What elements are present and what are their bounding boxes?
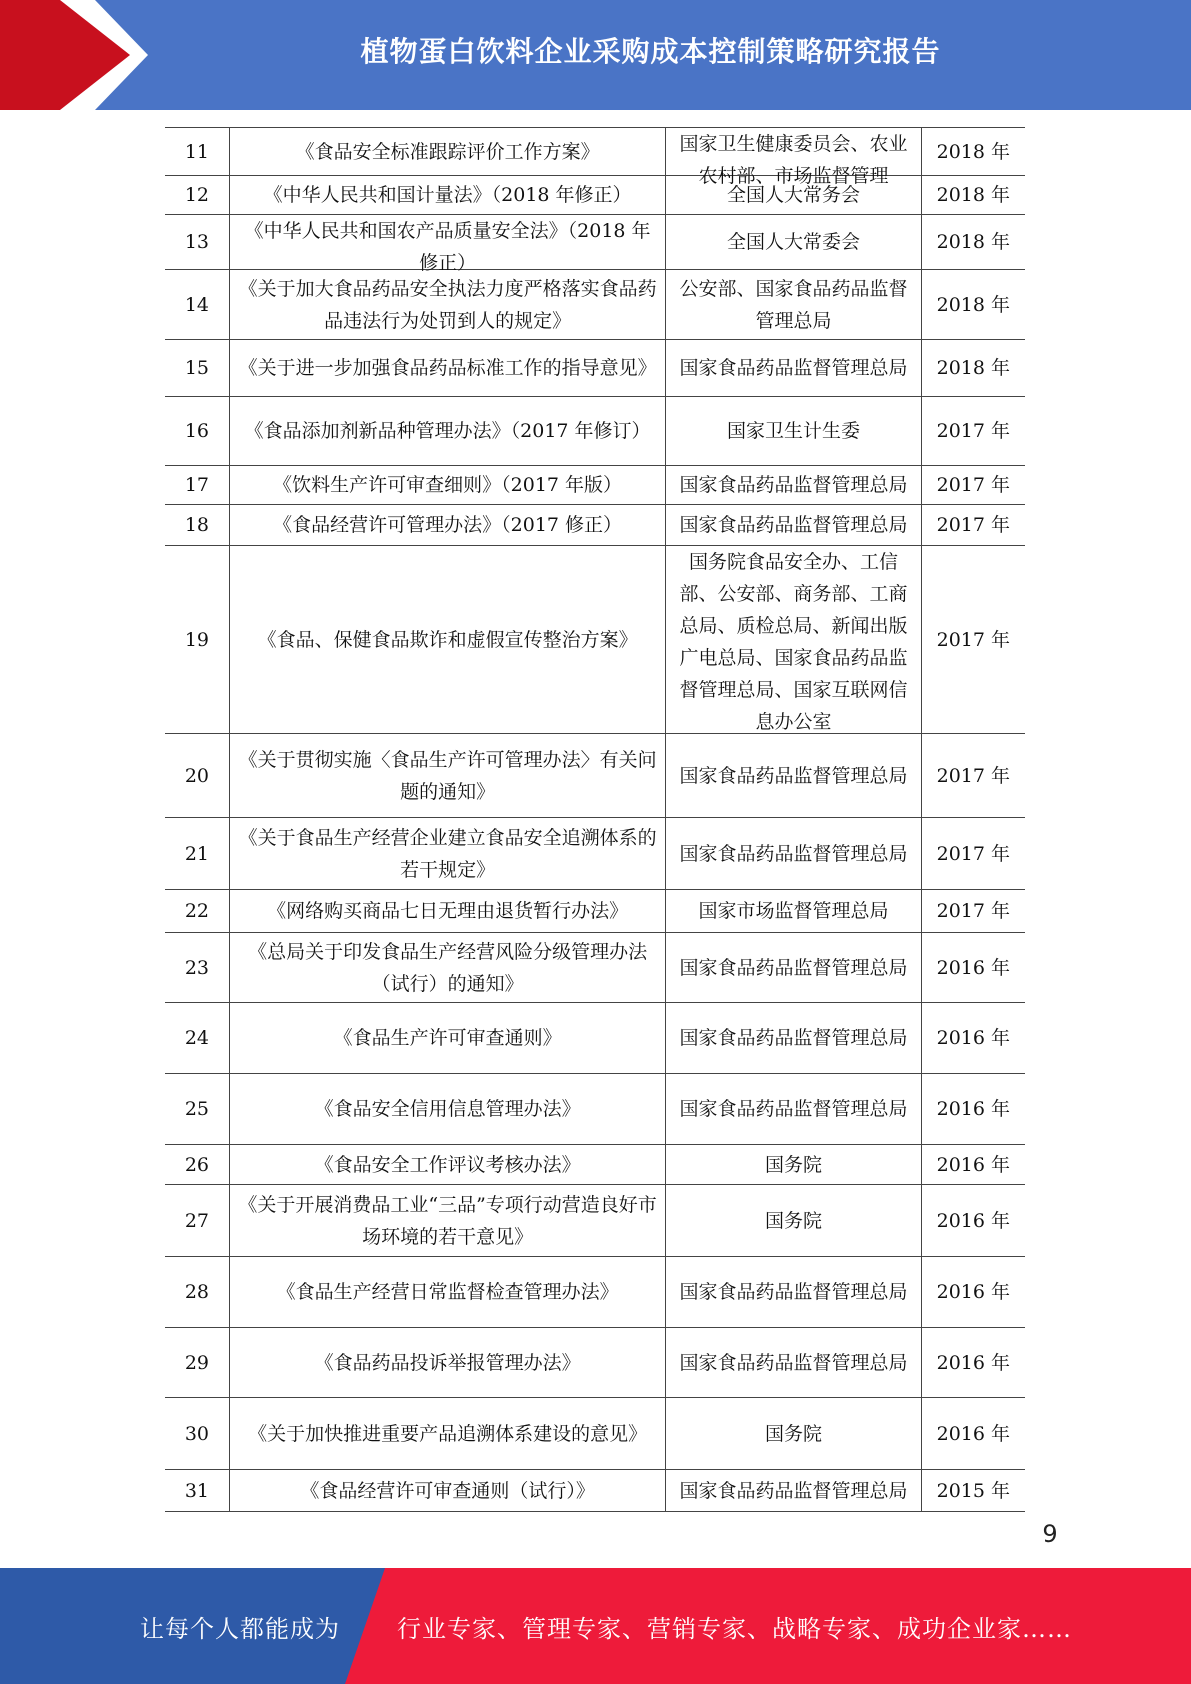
table-row <box>165 818 1025 890</box>
row-number-cell <box>165 1257 229 1328</box>
policy-name-cell <box>229 933 666 1003</box>
issue-year: 2017 年 <box>936 764 1011 787</box>
page-header <box>0 0 1191 110</box>
policy-name-cell <box>229 176 666 215</box>
issuing-authority-cell <box>666 1145 921 1185</box>
row-number: 13 <box>184 231 209 253</box>
policy-name: 《中华人民共和国计量法》（2018 年修正） <box>263 184 632 206</box>
issuing-authority: 国家食品药品监督管理总局 <box>679 1098 908 1120</box>
policy-name: 《食品经营许可审查通则（试行）》 <box>300 1479 595 1502</box>
issuing-authority-cell <box>666 546 921 734</box>
issue-year-cell <box>921 397 1025 466</box>
table-row <box>165 466 1025 505</box>
policy-name: 《食品安全信用信息管理办法》 <box>314 1098 581 1120</box>
issuing-authority: 国家食品药品监督管理总局 <box>679 1281 908 1303</box>
issuing-authority-cell <box>666 1074 921 1145</box>
row-number: 12 <box>184 184 209 206</box>
table-row <box>165 890 1025 933</box>
row-number-cell <box>165 1003 229 1074</box>
policy-name-cell <box>229 270 666 340</box>
issue-year: 2017 年 <box>936 474 1011 496</box>
table-row <box>165 215 1025 270</box>
policy-name-cell <box>229 818 666 890</box>
issuing-authority: 国家食品药品监督管理总局 <box>679 474 908 496</box>
table-row <box>165 397 1025 466</box>
policy-name: 《网络购买商品七日无理由退货暂行办法》 <box>267 900 629 922</box>
row-number-cell <box>165 270 229 340</box>
issuing-authority: 公安部、国家食品药品监督管理总局 <box>679 277 908 332</box>
issuing-authority: 国家食品药品监督管理总局 <box>679 1027 908 1049</box>
row-number: 16 <box>184 420 209 442</box>
policy-name: 《关于进一步加强食品药品标准工作的指导意见》 <box>238 357 657 379</box>
row-number: 20 <box>184 764 209 787</box>
issuing-authority-cell <box>666 128 921 187</box>
table-row <box>165 1145 1025 1185</box>
row-number-cell <box>165 1470 229 1512</box>
table-row <box>165 1398 1025 1470</box>
issue-year-cell <box>921 176 1025 215</box>
issue-year-cell <box>921 1328 1025 1398</box>
issuing-authority: 国家食品药品监督管理总局 <box>679 1479 908 1502</box>
issue-year: 2015 年 <box>936 1479 1011 1502</box>
issuing-authority: 国家食品药品监督管理总局 <box>679 357 908 379</box>
issuing-authority-cell <box>666 215 921 270</box>
issuing-authority-cell <box>666 734 921 818</box>
policy-name-cell <box>229 466 666 505</box>
issue-year: 2017 年 <box>936 900 1011 922</box>
issuing-authority: 国家食品药品监督管理总局 <box>679 514 908 536</box>
issue-year: 2016 年 <box>936 1422 1011 1445</box>
issuing-authority: 国务院食品安全办、工信部、公安部、商务部、工商总局、质检总局、新闻出版广电总局、国家食品药品监督管理总局、国家互联网信息办公室 <box>679 551 908 733</box>
row-number-cell <box>165 215 229 270</box>
policy-name-cell <box>229 1257 666 1328</box>
policy-name-cell <box>229 1003 666 1074</box>
issue-year: 2017 年 <box>936 514 1011 536</box>
issue-year-cell <box>921 340 1025 397</box>
row-number-cell <box>165 1145 229 1185</box>
policy-name-cell <box>229 215 666 274</box>
page-number: 9 <box>1042 1520 1058 1548</box>
issuing-authority-cell <box>666 505 921 546</box>
policy-name: 《食品生产经营日常监督检查管理办法》 <box>276 1281 619 1303</box>
policy-name-cell <box>229 397 666 466</box>
row-number-cell <box>165 505 229 546</box>
table-row <box>165 340 1025 397</box>
policy-name-cell <box>229 734 666 818</box>
issue-year: 2016 年 <box>936 1281 1011 1303</box>
issue-year-cell <box>921 215 1025 270</box>
issue-year: 2017 年 <box>936 842 1011 865</box>
row-number-cell <box>165 1328 229 1398</box>
issuing-authority-cell <box>666 1328 921 1398</box>
table-row <box>165 1185 1025 1257</box>
issuing-authority-cell <box>666 1470 921 1512</box>
row-number: 17 <box>184 474 209 496</box>
report-title: 植物蛋白饮料企业采购成本控制策略研究报告 <box>360 35 941 68</box>
row-number: 29 <box>184 1351 209 1374</box>
policy-name-cell <box>229 1470 666 1512</box>
issuing-authority: 国家卫生计生委 <box>727 420 861 442</box>
policy-name-cell <box>229 340 666 397</box>
issue-year: 2016 年 <box>936 1027 1011 1049</box>
policy-name-cell <box>229 1145 666 1185</box>
table-row <box>165 1470 1025 1512</box>
issuing-authority: 国家食品药品监督管理总局 <box>679 764 908 787</box>
issue-year-cell <box>921 546 1025 734</box>
issuing-authority-cell <box>666 1003 921 1074</box>
row-number: 30 <box>184 1422 209 1445</box>
issuing-authority-cell <box>666 397 921 466</box>
row-number: 24 <box>184 1027 209 1049</box>
row-number: 19 <box>184 628 209 651</box>
row-number: 25 <box>184 1098 209 1120</box>
issuing-authority-cell <box>666 818 921 890</box>
policy-name-cell <box>229 505 666 546</box>
policy-name: 《食品经营许可管理办法》（2017 修正） <box>273 514 623 536</box>
issue-year-cell <box>921 1145 1025 1185</box>
issuing-authority: 国家市场监督管理总局 <box>698 900 889 922</box>
issue-year-cell <box>921 1185 1025 1257</box>
row-number-cell <box>165 128 229 176</box>
policy-table <box>165 127 1025 1512</box>
issue-year: 2018 年 <box>936 293 1011 316</box>
issue-year: 2018 年 <box>936 357 1011 379</box>
row-number-cell <box>165 933 229 1003</box>
issue-year: 2017 年 <box>936 628 1011 651</box>
policy-name: 《食品药品投诉举报管理办法》 <box>314 1351 581 1374</box>
table-row <box>165 546 1025 734</box>
issuing-authority-cell <box>666 340 921 397</box>
row-number: 15 <box>184 357 209 379</box>
row-number-cell <box>165 466 229 505</box>
issue-year-cell <box>921 505 1025 546</box>
issue-year-cell <box>921 890 1025 933</box>
row-number-cell <box>165 1398 229 1470</box>
row-number-cell <box>165 1185 229 1257</box>
row-number-cell <box>165 734 229 818</box>
row-number-cell <box>165 340 229 397</box>
issue-year-cell <box>921 1398 1025 1470</box>
policy-name: 《食品安全标准跟踪评价工作方案》 <box>295 140 600 163</box>
table-row <box>165 933 1025 1003</box>
issuing-authority-cell <box>666 1398 921 1470</box>
row-number-cell <box>165 1074 229 1145</box>
table-row <box>165 1003 1025 1074</box>
issue-year-cell <box>921 734 1025 818</box>
table-row <box>165 270 1025 340</box>
issue-year: 2016 年 <box>936 1098 1011 1120</box>
row-number-cell <box>165 546 229 734</box>
issue-year: 2016 年 <box>936 956 1011 979</box>
issue-year: 2018 年 <box>936 184 1011 206</box>
policy-name: 《关于贯彻实施〈食品生产许可管理办法〉有关问题的通知》 <box>238 748 657 803</box>
issue-year-cell <box>921 1257 1025 1328</box>
issuing-authority-cell <box>666 933 921 1003</box>
issue-year-cell <box>921 1003 1025 1074</box>
policy-name: 《食品生产许可审查通则》 <box>333 1027 562 1049</box>
issue-year: 2018 年 <box>936 140 1011 163</box>
policy-name: 《总局关于印发食品生产经营风险分级管理办法（试行）的通知》 <box>248 940 648 995</box>
policy-name: 《关于开展消费品工业“三品”专项行动营造良好市场环境的若干意见》 <box>238 1193 657 1248</box>
issuing-authority: 国家食品药品监督管理总局 <box>679 956 908 979</box>
row-number: 21 <box>184 842 209 865</box>
issue-year-cell <box>921 818 1025 890</box>
issuing-authority: 国务院 <box>765 1422 823 1445</box>
row-number: 23 <box>184 956 209 979</box>
row-number: 11 <box>184 140 209 163</box>
issuing-authority-cell <box>666 466 921 505</box>
issue-year: 2016 年 <box>936 1153 1011 1176</box>
policy-name-cell <box>229 1185 666 1257</box>
footer-slogan-right: 行业专家、管理专家、营销专家、战略专家、成功企业家…… <box>397 1614 1072 1643</box>
policy-name-cell <box>229 1074 666 1145</box>
issuing-authority-cell <box>666 1185 921 1257</box>
issue-year-cell <box>921 1074 1025 1145</box>
issue-year: 2017 年 <box>936 420 1011 442</box>
issue-year: 2018 年 <box>936 231 1011 253</box>
policy-name: 《关于加快推进重要产品追溯体系建设的意见》 <box>248 1422 648 1445</box>
issuing-authority: 国家食品药品监督管理总局 <box>679 1351 908 1374</box>
row-number-cell <box>165 176 229 215</box>
policy-name: 《关于加大食品药品安全执法力度严格落实食品药品违法行为处罚到人的规定》 <box>238 277 657 332</box>
table-row <box>165 734 1025 818</box>
issue-year: 2016 年 <box>936 1209 1011 1232</box>
footer-slogan-left: 让每个人都能成为 <box>140 1614 340 1643</box>
row-number-cell <box>165 818 229 890</box>
issuing-authority-cell <box>666 890 921 933</box>
row-number: 22 <box>184 900 209 922</box>
table-row <box>165 128 1025 176</box>
issuing-authority-cell <box>666 1257 921 1328</box>
issue-year-cell <box>921 1470 1025 1512</box>
policy-name: 《食品添加剂新品种管理办法》（2017 年修订） <box>244 420 651 442</box>
issuing-authority: 全国人大常委会 <box>727 231 861 253</box>
issue-year-cell <box>921 466 1025 505</box>
policy-name: 《食品安全工作评议考核办法》 <box>314 1153 581 1176</box>
policy-name: 《中华人民共和国农产品质量安全法》（2018 年修正） <box>244 220 651 274</box>
row-number: 28 <box>184 1281 209 1303</box>
issuing-authority: 国务院 <box>765 1209 823 1232</box>
row-number: 18 <box>184 514 209 536</box>
table-row <box>165 505 1025 546</box>
policy-name: 《关于食品生产经营企业建立食品安全追溯体系的若干规定》 <box>238 826 657 881</box>
row-number: 14 <box>184 293 209 316</box>
issuing-authority: 国家卫生健康委员会、农业农村部、市场监督管理 <box>679 133 908 187</box>
row-number: 26 <box>184 1153 209 1176</box>
table-row <box>165 1074 1025 1145</box>
issuing-authority: 国务院 <box>765 1153 823 1176</box>
row-number: 31 <box>184 1479 209 1502</box>
policy-name-cell <box>229 890 666 933</box>
page-footer <box>0 1568 1191 1684</box>
issue-year: 2016 年 <box>936 1351 1011 1374</box>
row-number: 27 <box>184 1209 209 1232</box>
issue-year-cell <box>921 933 1025 1003</box>
issue-year-cell <box>921 270 1025 340</box>
issue-year-cell <box>921 128 1025 176</box>
policy-name: 《饮料生产许可审查细则》（2017 年版） <box>273 474 623 496</box>
policy-name-cell <box>229 546 666 734</box>
issuing-authority: 国家食品药品监督管理总局 <box>679 842 908 865</box>
issuing-authority-cell <box>666 270 921 340</box>
row-number-cell <box>165 890 229 933</box>
table-row <box>165 1257 1025 1328</box>
policy-name-cell <box>229 1398 666 1470</box>
policy-name-cell <box>229 1328 666 1398</box>
policy-name-cell <box>229 128 666 176</box>
policy-name: 《食品、保健食品欺诈和虚假宣传整治方案》 <box>257 628 638 651</box>
issuing-authority: 全国人大常务会 <box>727 184 861 206</box>
table-row <box>165 176 1025 215</box>
row-number-cell <box>165 397 229 466</box>
table-row <box>165 1328 1025 1398</box>
